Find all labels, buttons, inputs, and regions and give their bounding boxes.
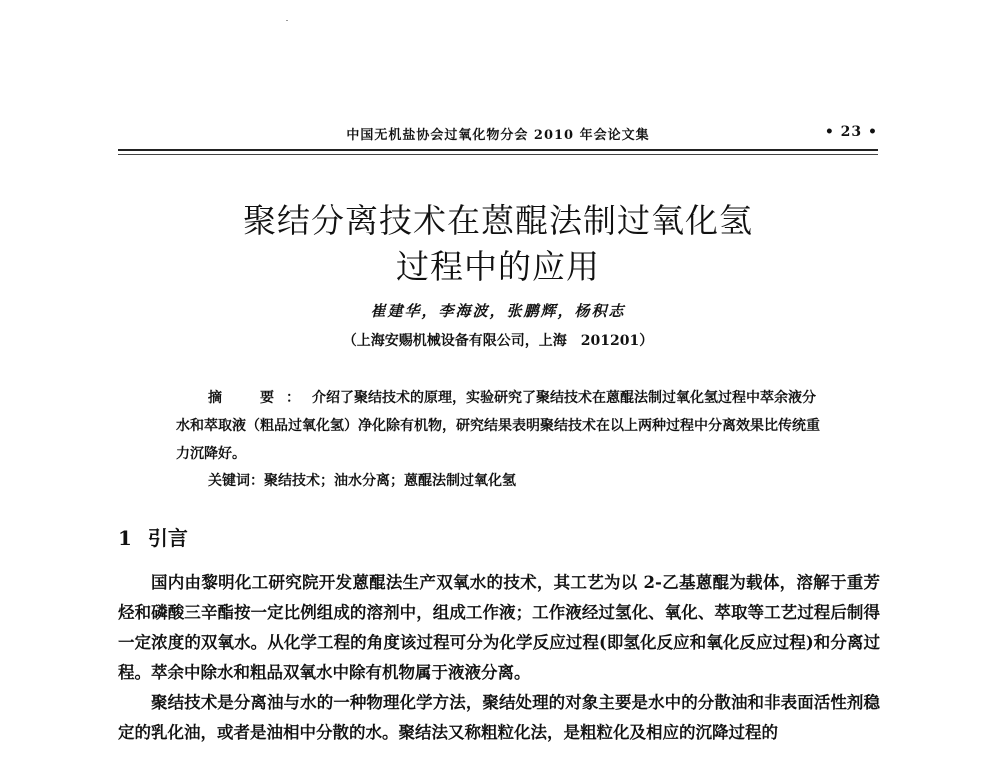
affiliation: （上海安赐机械设备有限公司，上海 201201）: [342, 333, 654, 349]
author-list: 崔建华，李海波，张鹏辉，杨积志: [370, 302, 626, 320]
keywords-text: 聚结技术；油水分离；蒽醌法制过氧化氢: [264, 473, 516, 489]
running-title: 中国无机盐协会过氧化物分会 2010 年会论文集: [346, 128, 650, 143]
header-rule-thick: [118, 149, 878, 151]
header-rule-thin: [118, 154, 878, 155]
abstract-text: 介绍了聚结技术的原理，实验研究了聚结技术在蒽醌法制过氧化氢过程中萃余液分水和萃取液（粗品过氧化氢）净化除有机物，研究结果表明聚结技术在以上两种过程中分离效果比传统重力沉降好。: [176, 390, 820, 462]
paragraph-2: 聚结技术是分离油与水的一种物理化学方法，聚结处理的对象主要是水中的分散油和非表面活性剂稳定的乳化油，或者是油相中分散的水。聚结法又称粗粒化法，是粗粒化及相应的沉降过程的: [118, 693, 880, 742]
section-number: 1: [118, 526, 132, 550]
article-title: [118, 198, 878, 290]
running-header: [118, 124, 878, 146]
paragraph-1: 国内由黎明化工研究院开发蒽醌法生产双氧水的技术，其工艺为以 2-乙基蒽醌为载体，溶解于重芳烃和磷酸三辛酯按一定比例组成的溶剂中，组成工作液；工作液经过氢化、氧化、萃取等工艺过程后制得一定浓度的双氧水。从化学工程的角度该过程可分为化学反应过程(即氢化反应和氧化反应过程)和分离过程。萃余中除水和粗品双氧水中除有机物属于液液分离。: [118, 573, 880, 682]
section-title: 引言: [147, 526, 188, 550]
body-text: [118, 568, 880, 748]
title-line-1: 聚结分离技术在蒽醌法制过氧化氢: [243, 201, 753, 240]
keywords-label: 关键词：: [208, 473, 264, 489]
page-number: • 23 •: [824, 124, 878, 140]
abstract: [176, 384, 824, 468]
title-line-2: 过程中的应用: [396, 247, 600, 286]
keywords: [208, 470, 828, 490]
section-heading: [118, 522, 188, 551]
scan-speck: [286, 20, 288, 21]
abstract-label: 摘 要：: [208, 390, 312, 406]
